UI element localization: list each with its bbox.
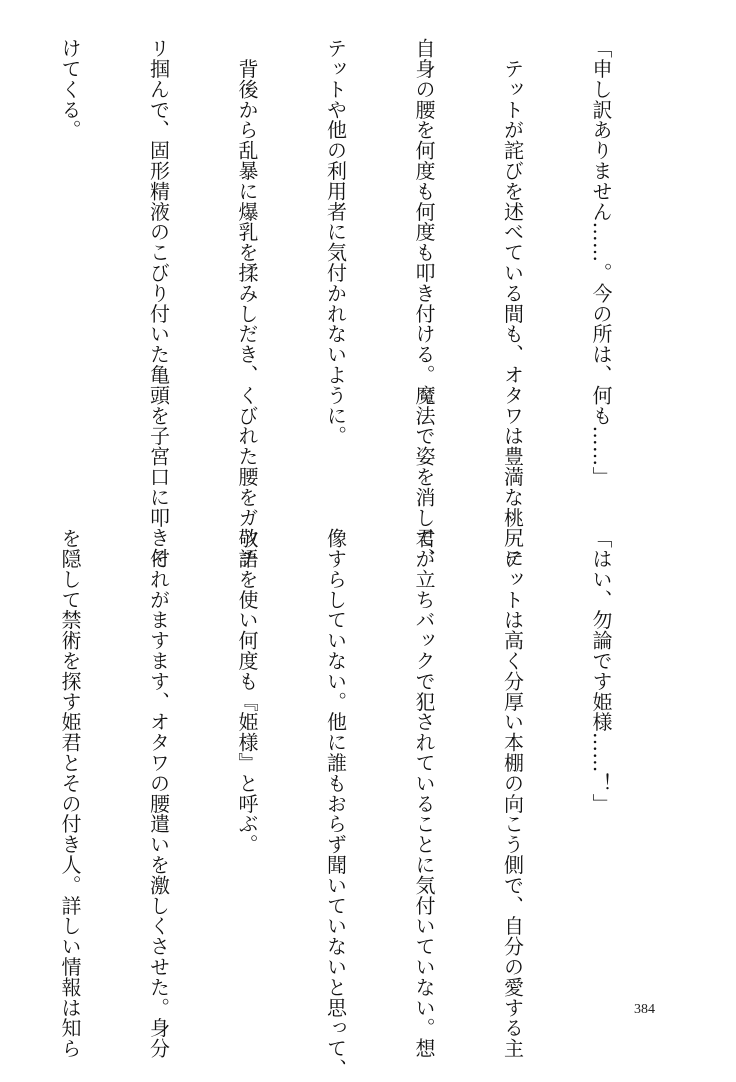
upper-text-block [0,38,674,569]
text-line: 「はい、勿論です姫様……！」 [589,528,613,814]
page-number: 384 [634,1002,655,1017]
text-line: 敬語を使い何度も『姫様』と呼ぶ。 [235,528,259,855]
text-line: けてくる。 [58,38,82,140]
text-line: 像すらしていない。他に誰もおらず聞いていないと思って、 [323,528,348,1079]
text-line: それがますます、オタワの腰遣いを激しくさせた。身分 [146,528,171,1059]
text-line: 君が立ちバックで犯されていることに気付いていない。想 [412,528,436,1059]
text-line: を隠して禁術を探す姫君とその付き人。詳しい情報は知ら [58,528,82,1059]
text-line: テットが詫びを述べている間も、オタワは豊満な桃尻に [500,38,525,569]
text-line: 背後から乱暴に爆乳を揉みしだき、くびれた腰をガッチ [235,38,259,569]
text-line: テットや他の利用者に気付かれないように。 [323,38,348,446]
text-line: リ掴んで、固形精液のこびり付いた亀頭を子宮口に叩き付 [146,38,171,569]
text-line: テットは高く分厚い本棚の向こう側で、自分の愛する主 [500,528,525,1059]
text-line: 自身の腰を何度も何度も叩き付ける。魔法で姿を消して、 [412,38,436,569]
text-line: 「申し訳ありません……。今の所は、何も……」 [589,38,613,487]
